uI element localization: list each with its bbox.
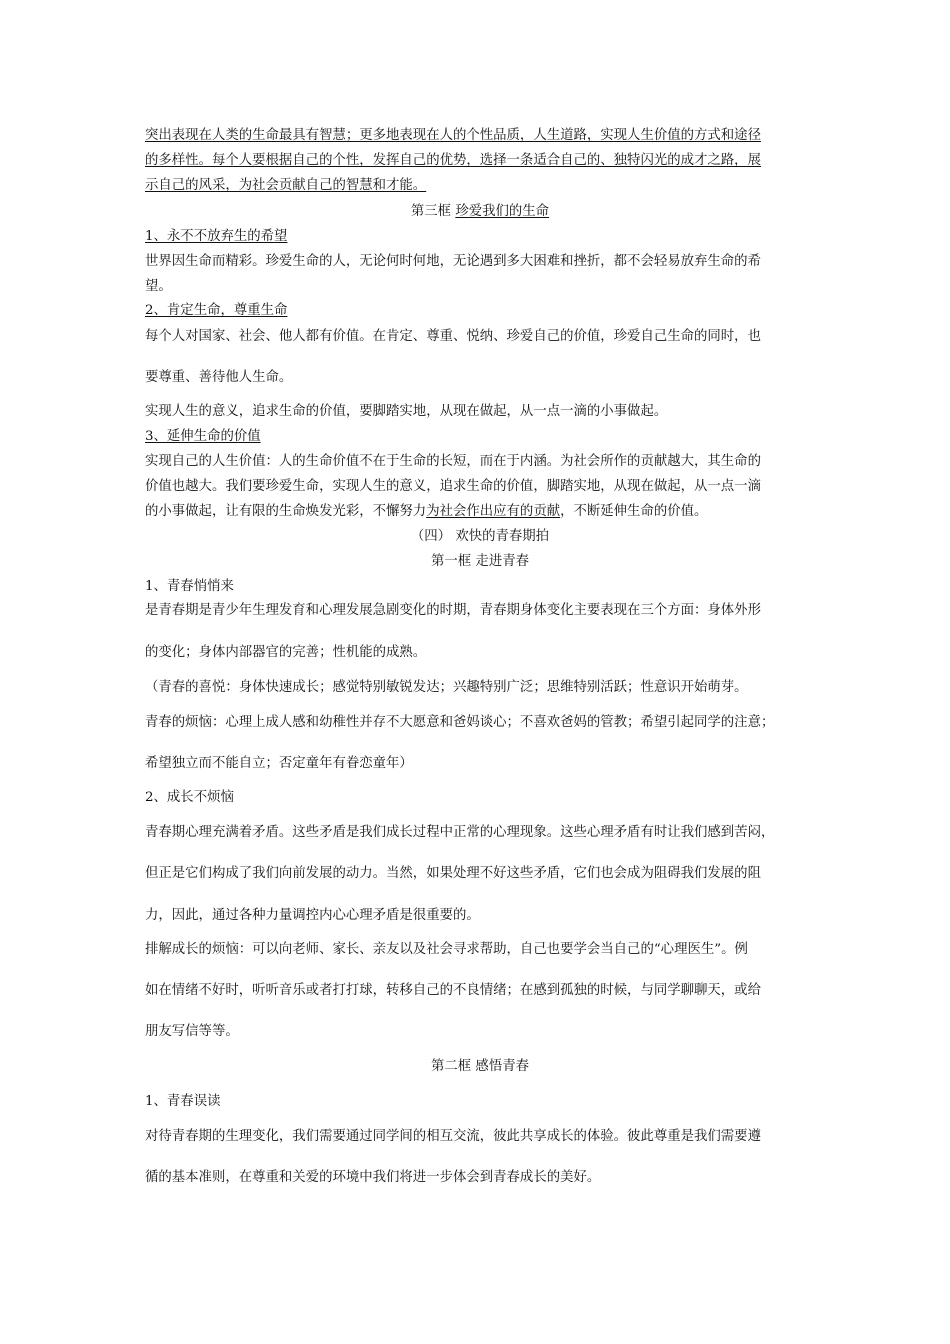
section-heading: 第一框 走进青春 — [431, 554, 529, 569]
paragraph-line: 实现自己的人生价值：人的生命价值不在于生命的长短，而在于内涵。为社会所作的贡献越大，其生命的 — [145, 454, 761, 469]
underlined-run: 为社会作出应有的贡献 — [426, 504, 561, 519]
text-run: ，不断延伸生命的价值。 — [560, 504, 708, 519]
heading-prefix: 第三框 — [410, 204, 456, 219]
paragraph-line: 价值也越大。我们要珍爱生命，实现人生的意义，追求生命的价值，脚踏实地，从现在做起，从一点一滴 — [145, 479, 761, 494]
paragraph-line: 如在情绪不好时，听听音乐或者打打球，转移自己的不良情绪；在感到孤独的时候，与同学聊聊天，或给 — [145, 983, 761, 998]
paragraph-line: 力，因此，通过各种力量调控内心心理矛盾是很重要的。 — [145, 908, 480, 923]
paragraph-line: 示自己的风采，为社会贡献自己的智慧和才能。 — [145, 178, 427, 193]
paragraph-line: 的变化；身体内部器官的完善；性机能的成熟。 — [145, 645, 427, 660]
subheading: 2、成长不烦恼 — [145, 790, 234, 805]
paragraph-line: 排解成长的烦恼：可以向老师、家长、亲友以及社会寻求帮助，自己也要学会当自己的“心理医生”。例 — [145, 942, 748, 957]
paragraph-line — [145, 502, 815, 522]
heading-title: 珍爱我们的生命 — [455, 204, 550, 219]
text-run: 的小事做起，让有限的生命焕发光彩，不懈努力 — [145, 504, 427, 519]
paragraph-line: 对待青春期的生理变化，我们需要通过同学间的相互交流，彼此共享成长的体验。彼此尊重是我们需要遵 — [145, 1129, 761, 1144]
paragraph-line: 要尊重、善待他人生命。 — [145, 370, 293, 385]
subheading: 1、永不不放弃生的希望 — [145, 229, 288, 244]
paragraph-line: 循的基本准则，在尊重和关爱的环境中我们将进一步体会到青春成长的美好。 — [145, 1170, 601, 1185]
subheading: 1、青春悄悄来 — [145, 579, 234, 594]
subheading: 3、延伸生命的价值 — [145, 429, 261, 444]
paragraph-line: 世界因生命而精彩。珍爱生命的人，无论何时何地，无论遇到多大困难和挫折，都不会轻易放弃生命的希 — [145, 254, 761, 269]
paragraph-line: 希望独立而不能自立；否定童年有眷恋童年） — [145, 756, 413, 771]
paragraph-line: 青春的烦恼：心理上成人感和幼稚性并存不大愿意和爸妈谈心；不喜欢爸妈的管教；希望引起同学的注意； — [145, 715, 775, 730]
chapter-heading: （四） 欢快的青春期拍 — [410, 529, 550, 544]
paragraph-line: 朋友写信等等。 — [145, 1024, 239, 1039]
subheading: 1、青春误读 — [145, 1094, 221, 1109]
paragraph-line: 实现人生的意义，追求生命的价值，要脚踏实地，从现在做起，从一点一滴的小事做起。 — [145, 404, 668, 419]
paragraph-line: 的多样性。每个人要根据自己的个性，发挥自己的优势，选择一条适合自己的、独特闪光的成才之路，展 — [145, 153, 761, 168]
paragraph-line: （青春的喜悦：身体快速成长；感觉特别敏锐发达；兴趣特别广泛；思维特别活跃；性意识开始萌芽。 — [145, 680, 748, 695]
paragraph-line: 突出表现在人类的生命最具有智慧；更多地表现在人的个性品质，人生道路，实现人生价值的方式和途径 — [145, 128, 761, 143]
paragraph-line: 青春期心理充满着矛盾。这些矛盾是我们成长过程中正常的心理现象。这些心理矛盾有时让我们感到苦闷， — [145, 825, 775, 840]
paragraph-line: 是青春期是青少年生理发育和心理发展急剧变化的时期，青春期身体变化主要表现在三个方面：身体外形 — [145, 603, 761, 618]
paragraph-line: 每个人对国家、社会、他人都有价值。在肯定、尊重、悦纳、珍爱自己的价值，珍爱自己生命的同时，也 — [145, 329, 761, 344]
section-heading — [145, 202, 815, 222]
paragraph-line: 但正是它们构成了我们向前发展的动力。当然，如果处理不好这些矛盾，它们也会成为阻碍我们发展的阻 — [145, 866, 761, 881]
subheading: 2、肯定生命，尊重生命 — [145, 303, 288, 318]
section-heading: 第二框 感悟青春 — [431, 1059, 529, 1074]
paragraph-line: 望。 — [145, 279, 172, 294]
